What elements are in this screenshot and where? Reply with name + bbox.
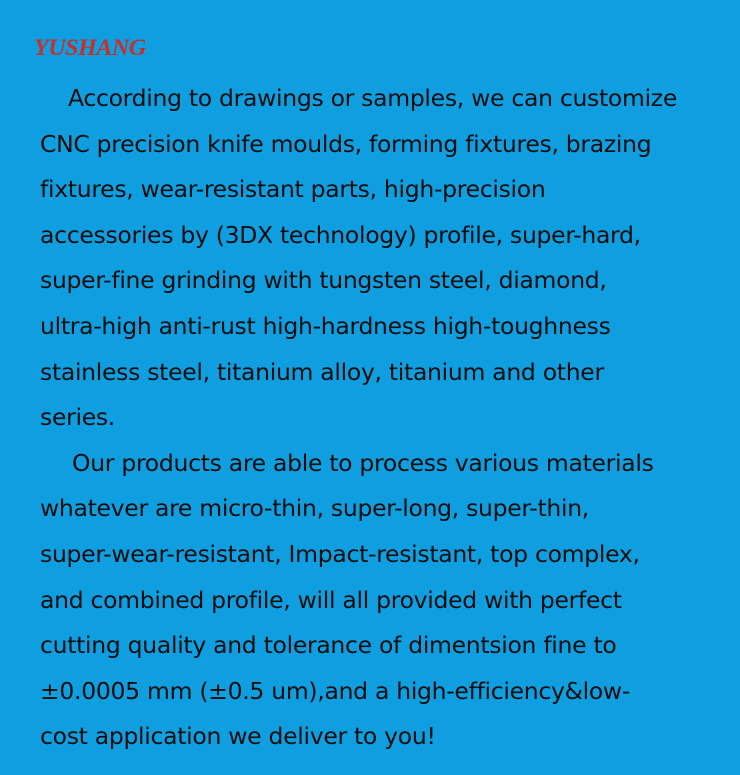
text-line: fixtures, wear-resistant parts, high-precision bbox=[40, 175, 546, 204]
text-line: super-fine grinding with tungsten steel, diamond, bbox=[40, 266, 607, 295]
paragraph-customization bbox=[40, 76, 730, 441]
text-line: Our products are able to process various materials bbox=[72, 448, 654, 477]
brand-logo: YUSHANG bbox=[34, 35, 146, 60]
text-line: and combined profile, will all provided with perfect bbox=[40, 585, 622, 614]
text-line: series. bbox=[40, 403, 115, 432]
text-line: ultra-high anti-rust high-hardness high-toughness bbox=[40, 311, 611, 340]
text-line: cutting quality and tolerance of dimentsion fine to bbox=[40, 631, 617, 660]
text-line: According to drawings or samples, we can customize bbox=[68, 84, 678, 112]
text-line: stainless steel, titanium alloy, titanium and other bbox=[40, 357, 604, 386]
text-line: cost application we deliver to you! bbox=[40, 722, 436, 751]
paragraph-products bbox=[40, 441, 730, 760]
text-line: whatever are micro-thin, super-long, super-thin, bbox=[40, 494, 589, 523]
text-line: super-wear-resistant, Impact-resistant, top complex, bbox=[40, 539, 640, 568]
text-line: accessories by (3DX technology) profile, super-hard, bbox=[40, 220, 641, 249]
text-line: CNC precision knife moulds, forming fixtures, brazing bbox=[40, 129, 652, 158]
body-text bbox=[40, 76, 730, 760]
text-line: ±0.0005 mm (±0.5 um),and a high-efficiency&low- bbox=[40, 676, 631, 705]
